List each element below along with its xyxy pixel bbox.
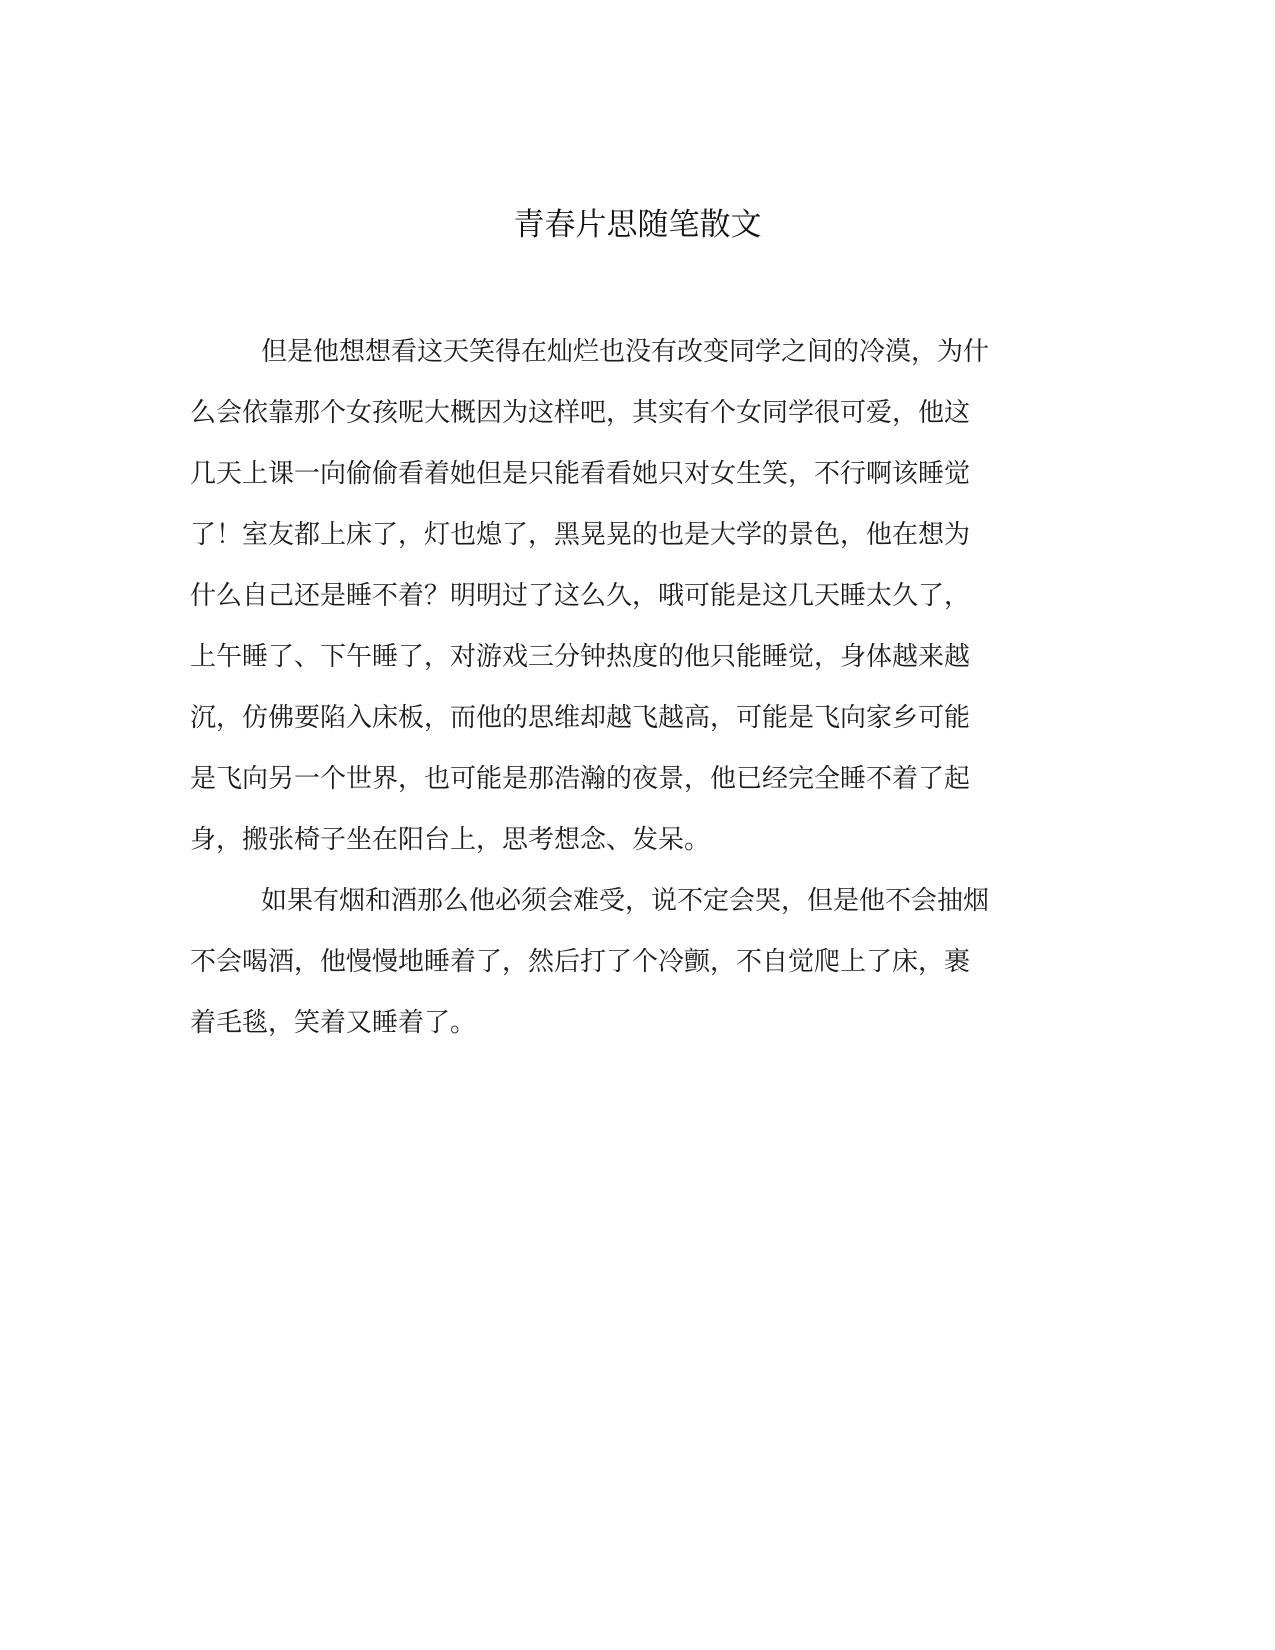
- paragraph-line: 是飞向另一个世界，也可能是那浩瀚的夜景，他已经完全睡不着了起: [190, 764, 971, 794]
- paragraph-line: 什么自己还是睡不着？明明过了这么久，哦可能是这几天睡太久了，: [190, 581, 971, 611]
- paragraph-line: 但是他想想看这天笑得在灿烂也没有改变同学之间的冷漠，为什: [261, 337, 990, 367]
- document-body: [190, 330, 1070, 1062]
- paragraph-line: 了！室友都上床了，灯也熄了，黑晃晃的也是大学的景色，他在想为: [190, 520, 971, 550]
- paragraph-2: [190, 879, 1070, 1062]
- paragraph-line: 么会依靠那个女孩呢大概因为这样吧，其实有个女同学很可爱，他这: [190, 398, 971, 428]
- paragraph-line: 如果有烟和酒那么他必须会难受，说不定会哭，但是他不会抽烟: [261, 886, 990, 916]
- paragraph-line: 不会喝酒，他慢慢地睡着了，然后打了个冷颤，不自觉爬上了床，裹: [190, 947, 971, 977]
- paragraph-line: 身，搬张椅子坐在阳台上，思考想念、发呆。: [190, 825, 711, 855]
- paragraph-line: 几天上课一向偷偷看着她但是只能看看她只对女生笑，不行啊该睡觉: [190, 459, 971, 489]
- document-title: 青春片思随笔散文: [513, 207, 762, 243]
- paragraph-line: 上午睡了、下午睡了，对游戏三分钟热度的他只能睡觉，身体越来越: [190, 642, 971, 672]
- paragraph-line: 沉，仿佛要陷入床板，而他的思维却越飞越高，可能是飞向家乡可能: [190, 703, 971, 733]
- paragraph-1: [190, 330, 1070, 879]
- paragraph-line: 着毛毯，笑着又睡着了。: [190, 1008, 477, 1038]
